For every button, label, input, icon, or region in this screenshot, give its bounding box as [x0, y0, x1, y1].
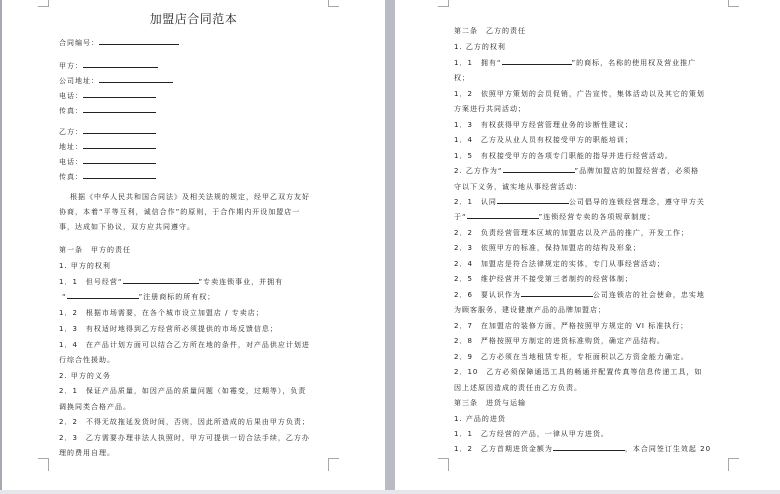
contract-number-blank[interactable]: [99, 38, 179, 45]
page-gutter: [385, 0, 395, 494]
party-b-address-blank[interactable]: [83, 142, 156, 149]
document-title: 加盟店合同范本: [149, 12, 238, 26]
document-page-2: [395, 0, 780, 490]
margin-corner-mark: [438, 458, 449, 471]
clause-line: [454, 166, 699, 176]
clause-line: [454, 197, 705, 207]
clause-line: 因上述原因造成的责任由乙方负责。: [454, 384, 582, 392]
margin-corner-mark: [38, 0, 49, 7]
clause-line: 2．8 严格按照甲方制定的进货标准购货，确定产品结构。: [454, 337, 665, 345]
clause-text: ”专卖连锁事业，并拥有: [198, 278, 284, 286]
clause-line: [62, 292, 215, 302]
clause-text: 2. 乙方作为“: [454, 167, 503, 175]
party-b-name-blank[interactable]: [83, 127, 156, 134]
article-3-heading: 第三条 进货与运输: [454, 399, 526, 407]
clause-text: 公司倡导的连锁经营理念，遵守甲方关: [568, 198, 705, 206]
clause-text: 于“: [454, 213, 467, 221]
clause-text: 2．1 认同: [454, 198, 497, 206]
clause-text: ”注册商标的所有权；: [138, 293, 216, 301]
document-page-1: [2, 0, 385, 490]
party-b-address-label: 地址：: [59, 143, 83, 151]
clause-line: 理的费用自理。: [59, 449, 115, 457]
clause-line: 调换同类合格产品。: [59, 403, 131, 411]
clause-line: 守以下义务，诚实地从事经营活动：: [454, 183, 582, 191]
clause-line: 2．10 乙方必须保障通迅工具的畅通并配置传真等信息传递工具，如: [454, 368, 703, 376]
margin-corner-mark: [728, 458, 739, 471]
party-b-name-field: [59, 127, 156, 137]
clause-line: 1．3 有权适时地得到乙方经营所必须提供的市场反馈信息；: [59, 325, 278, 333]
margin-corner-mark: [328, 458, 339, 471]
clause-text: ”品牌加盟店的加盟经营者，必须格: [574, 167, 700, 175]
clause-line: 1．4 乙方及从业人员有权接受甲方的职能培训；: [454, 136, 633, 144]
party-b-phone-blank[interactable]: [83, 157, 156, 164]
party-a-phone-blank[interactable]: [83, 91, 156, 98]
clause-line: 权；: [454, 74, 470, 82]
clause-text: 2．6 要认识作为: [454, 291, 521, 299]
clause-line: 2．1 保证产品质量，如因产品的质量问题（如霉变，过期等），负责: [59, 387, 307, 395]
preamble-line: 协商，本着“平等互利，诚信合作”的原则，于合作期内开设加盟店一: [59, 208, 301, 216]
clause-line: 方案进行共同活动；: [454, 105, 526, 113]
fill-blank[interactable]: [467, 212, 539, 219]
party-a-name-blank[interactable]: [83, 61, 158, 68]
clause-line: 2．3 乙方需要办理非法人执照时，甲方可提供一切合法手续，乙方办: [59, 434, 310, 442]
article-2-heading: 第二条 乙方的责任: [454, 27, 526, 35]
clause-line: 2．5 维护经营并不接受第三者制约的经营体制；: [454, 275, 633, 283]
party-b-phone-label: 电话：: [59, 158, 83, 166]
clause-line: 1．5 有权接受甲方的各项专门职能的指导并进行经营活动。: [454, 152, 673, 160]
clause-line: 1．1 乙方经营的产品，一律从甲方进货。: [454, 430, 609, 438]
clause-line: 行综合性援助。: [59, 356, 115, 364]
party-a-fax-field: [59, 106, 156, 116]
party-b-name-label: 乙方：: [59, 128, 83, 136]
clause-line: 2．2 负责经营管理本区域的加盟店以及产品的推广，开发工作；: [454, 229, 689, 237]
margin-corner-mark: [438, 0, 449, 7]
clause-line: 2．7 在加盟店的装修方面，严格按照甲方规定的 VI 标准执行；: [454, 322, 689, 330]
section-heading: 1. 产品的进货: [454, 415, 506, 423]
margin-corner-mark: [328, 0, 339, 7]
clause-line: 1．2 依照甲方策划的会员促销，广告宣传，集体活动以及其它的策划: [454, 90, 705, 98]
party-a-address-blank[interactable]: [99, 76, 173, 83]
party-a-name-field: [59, 61, 158, 71]
clause-line: [59, 277, 283, 287]
fill-blank[interactable]: [497, 197, 569, 204]
clause-line: 2．4 加盟店是符合法律规定的实体，专门从事经营活动；: [454, 260, 665, 268]
margin-corner-mark: [38, 458, 49, 471]
section-heading: 2. 甲方的义务: [59, 372, 111, 380]
clause-line: [454, 212, 655, 222]
margin-corner-mark: [728, 0, 739, 7]
party-b-fax-blank[interactable]: [83, 172, 156, 179]
fill-blank[interactable]: [521, 290, 593, 297]
section-heading: 1. 乙方的权利: [454, 43, 506, 51]
clause-line: 2．3 依照甲方的标准，保持加盟店的结构及形象；: [454, 244, 641, 252]
fill-blank[interactable]: [67, 292, 139, 299]
clause-line: [454, 58, 696, 68]
clause-text: 1．2 乙方首期进货金额为: [454, 445, 553, 453]
section-heading: 1. 甲方的权利: [59, 262, 111, 270]
party-a-name-label: 甲方：: [59, 62, 83, 70]
party-a-phone-field: [59, 91, 156, 101]
clause-text: “: [62, 293, 67, 301]
clause-line: 1．3 有权获得甲方经营管理业务的诊断性建议；: [454, 121, 633, 129]
article-1-heading: 第一条 甲方的责任: [59, 246, 131, 254]
clause-text: 公司连锁店的社会使命，忠实地: [592, 291, 705, 299]
clause-line: 为顾客服务，建设健康产品的品牌加盟店；: [454, 306, 606, 314]
party-b-phone-field: [59, 157, 156, 167]
party-a-address-label: 公司地址：: [59, 77, 99, 85]
clause-line: 1．4 在产品计划方面可以结合乙方所在地的条件，对产品供应计划进: [59, 341, 310, 349]
party-a-fax-blank[interactable]: [83, 106, 156, 113]
clause-line: 2．9 乙方必须在当地租赁专柜，专柜面积以乙方资金能力确定。: [454, 353, 689, 361]
party-a-phone-label: 电话：: [59, 92, 83, 100]
clause-text: ”连锁经营专卖的各项规章制度；: [538, 213, 656, 221]
clause-line: 2．2 不得无故拖延发货时间，否则，因此所造成的后果由甲方负责；: [59, 418, 310, 426]
party-b-address-field: [59, 142, 156, 152]
party-b-fax-label: 传真：: [59, 173, 83, 181]
fill-blank[interactable]: [123, 277, 199, 284]
fill-blank[interactable]: [502, 58, 572, 65]
clause-text: ，本合同签订生效起 20: [624, 445, 712, 453]
clause-line: [454, 444, 711, 454]
clause-line: [454, 290, 705, 300]
contract-number-label: 合同编号：: [59, 39, 99, 47]
party-a-address-field: [59, 76, 173, 86]
preamble-line: 根据《中华人民共和国合同法》及相关法规的规定，经甲乙双方友好: [70, 193, 310, 201]
preamble-line: 事，达成如下协议，双方应共同遵守。: [59, 223, 195, 231]
fill-blank[interactable]: [503, 166, 575, 173]
clause-line: 1．2 根据市场需要，在各个城市设立加盟店 / 专卖店；: [59, 309, 264, 317]
fill-blank[interactable]: [553, 444, 625, 451]
bottom-edge: [0, 490, 780, 494]
clause-text: ”的商标，名称的使用权及营业推广: [571, 59, 697, 67]
party-b-fax-field: [59, 172, 156, 182]
clause-text: 1．1 拥有“: [454, 59, 502, 67]
party-a-fax-label: 传真：: [59, 107, 83, 115]
clause-text: 1．1 但号经营“: [59, 278, 123, 286]
contract-number-field: [59, 38, 179, 48]
